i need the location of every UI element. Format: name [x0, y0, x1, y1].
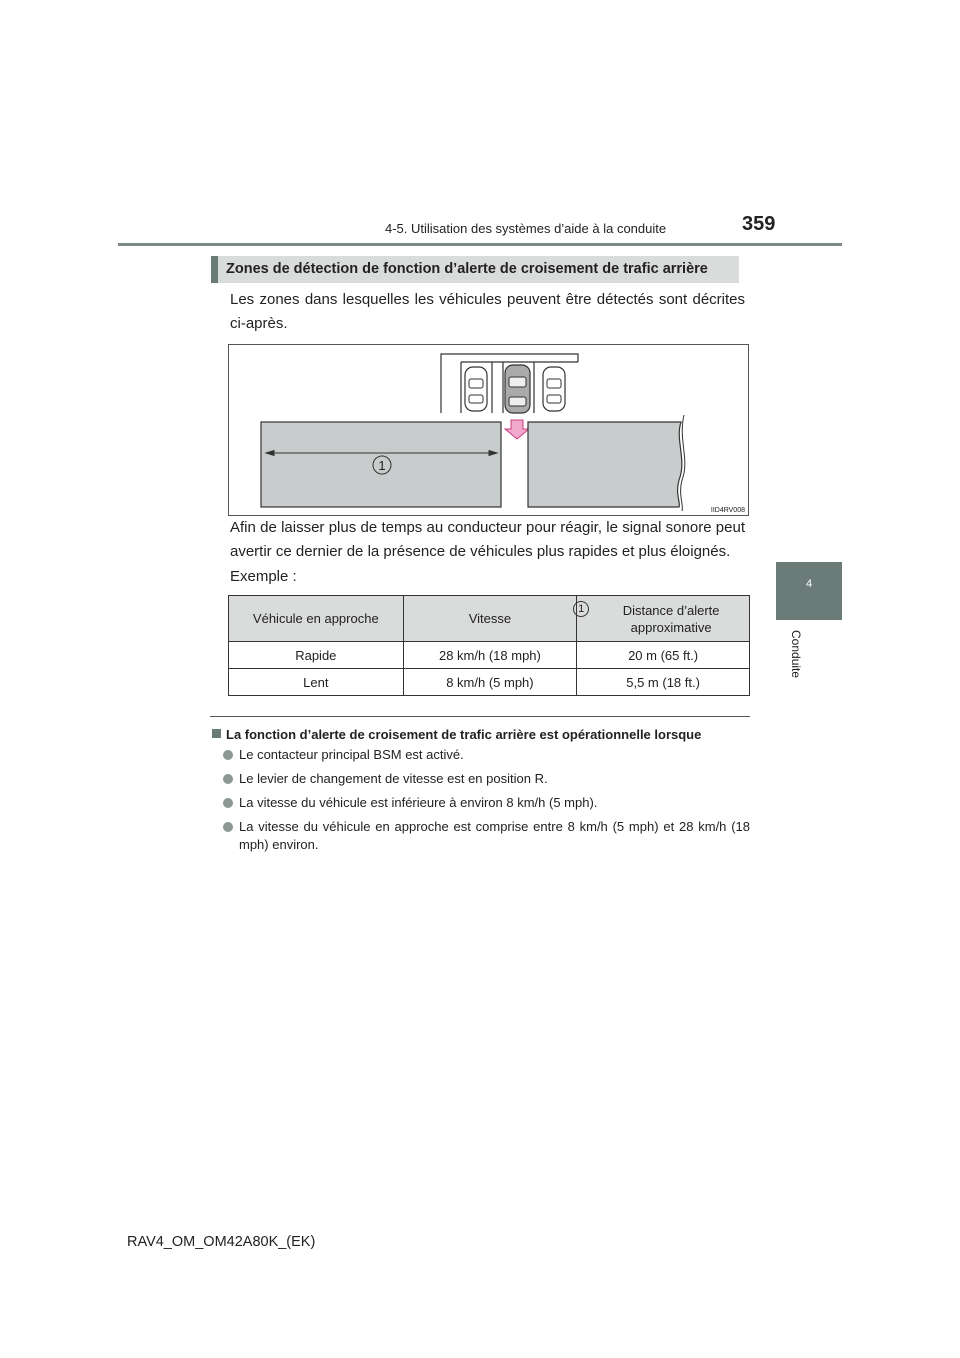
circle-bullet-icon: [223, 774, 233, 784]
detection-zone-right: [528, 422, 682, 507]
list-item: [223, 794, 750, 812]
table-cell: 20 m (65 ft.): [577, 642, 750, 669]
table-header-cell: Véhicule en approche: [229, 596, 404, 642]
note-title-text: La fonction d’alerte de croisement de trafic arrière est opérationnelle lorsque: [226, 727, 702, 742]
circle-bullet-icon: [223, 750, 233, 760]
list-item-text: La vitesse du véhicule est inférieure à environ 8 km/h (5 mph).: [239, 795, 598, 810]
table-cell: 5,5 m (18 ft.): [577, 669, 750, 696]
list-item-text: La vitesse du véhicule en approche est comprise entre 8 km/h (5 mph) et 28 km/h (18 mph) environ.: [239, 819, 750, 852]
chapter-label-text: Conduite: [789, 630, 803, 679]
chapter-label: [779, 628, 839, 698]
square-bullet-icon: [212, 729, 221, 738]
chapter-tab: [776, 562, 842, 620]
list-item: [223, 770, 750, 788]
chapter-number: 4: [805, 578, 813, 590]
explanation-paragraph: Afin de laisser plus de temps au conducteur pour réagir, le signal sonore peut avertir ce dernier de la présence de véhicules plus rapides et plus éloignés.: [230, 519, 745, 560]
table-row: [229, 642, 750, 669]
table-header-cell: Vitesse: [403, 596, 577, 642]
figure-code: IID4RV008: [710, 507, 745, 514]
note-divider: [210, 716, 750, 717]
table-header-text: Distance d’alerte approximative: [622, 602, 720, 635]
reverse-direction-arrow-icon: [505, 420, 529, 439]
header-section-title: 4-5. Utilisation des systèmes d’aide à la conduite: [385, 221, 667, 236]
intro-paragraph: Les zones dans lesquelles les véhicules peuvent être détectés sont décrites ci-après.: [230, 291, 745, 332]
circle-bullet-icon: [223, 798, 233, 808]
circle-bullet-icon: [223, 822, 233, 832]
detection-zone-illustration: [229, 345, 750, 517]
list-item-text: Le contacteur principal BSM est activé.: [239, 747, 464, 762]
table-row: [229, 669, 750, 696]
list-item: [223, 746, 750, 764]
table-cell: 28 km/h (18 mph): [403, 642, 577, 669]
reversing-car-icon: [505, 365, 530, 413]
list-item-text: Le levier de changement de vitesse est en position R.: [239, 771, 548, 786]
callout-badge: 1: [573, 601, 589, 617]
table-cell: 8 km/h (5 mph): [403, 669, 577, 696]
table-cell: Lent: [229, 669, 404, 696]
parked-car-right-icon: [543, 367, 565, 411]
detection-zone-figure: [228, 344, 749, 516]
page-number: 359: [742, 213, 776, 235]
list-item: [223, 818, 750, 854]
table-header-row: [229, 596, 750, 642]
table-header-cell: [577, 596, 750, 642]
figure-callout: 1: [378, 458, 386, 473]
parked-car-left-icon: [465, 367, 487, 411]
header-rule: [118, 243, 842, 246]
example-label: Exemple :: [230, 568, 297, 585]
document-code: RAV4_OM_OM42A80K_(EK): [127, 1234, 316, 1250]
table-cell: Rapide: [229, 642, 404, 669]
example-table: [228, 595, 750, 696]
note-title: [212, 727, 701, 742]
section-heading: Zones de détection de fonction d’alerte de croisement de trafic arrière: [211, 256, 739, 283]
